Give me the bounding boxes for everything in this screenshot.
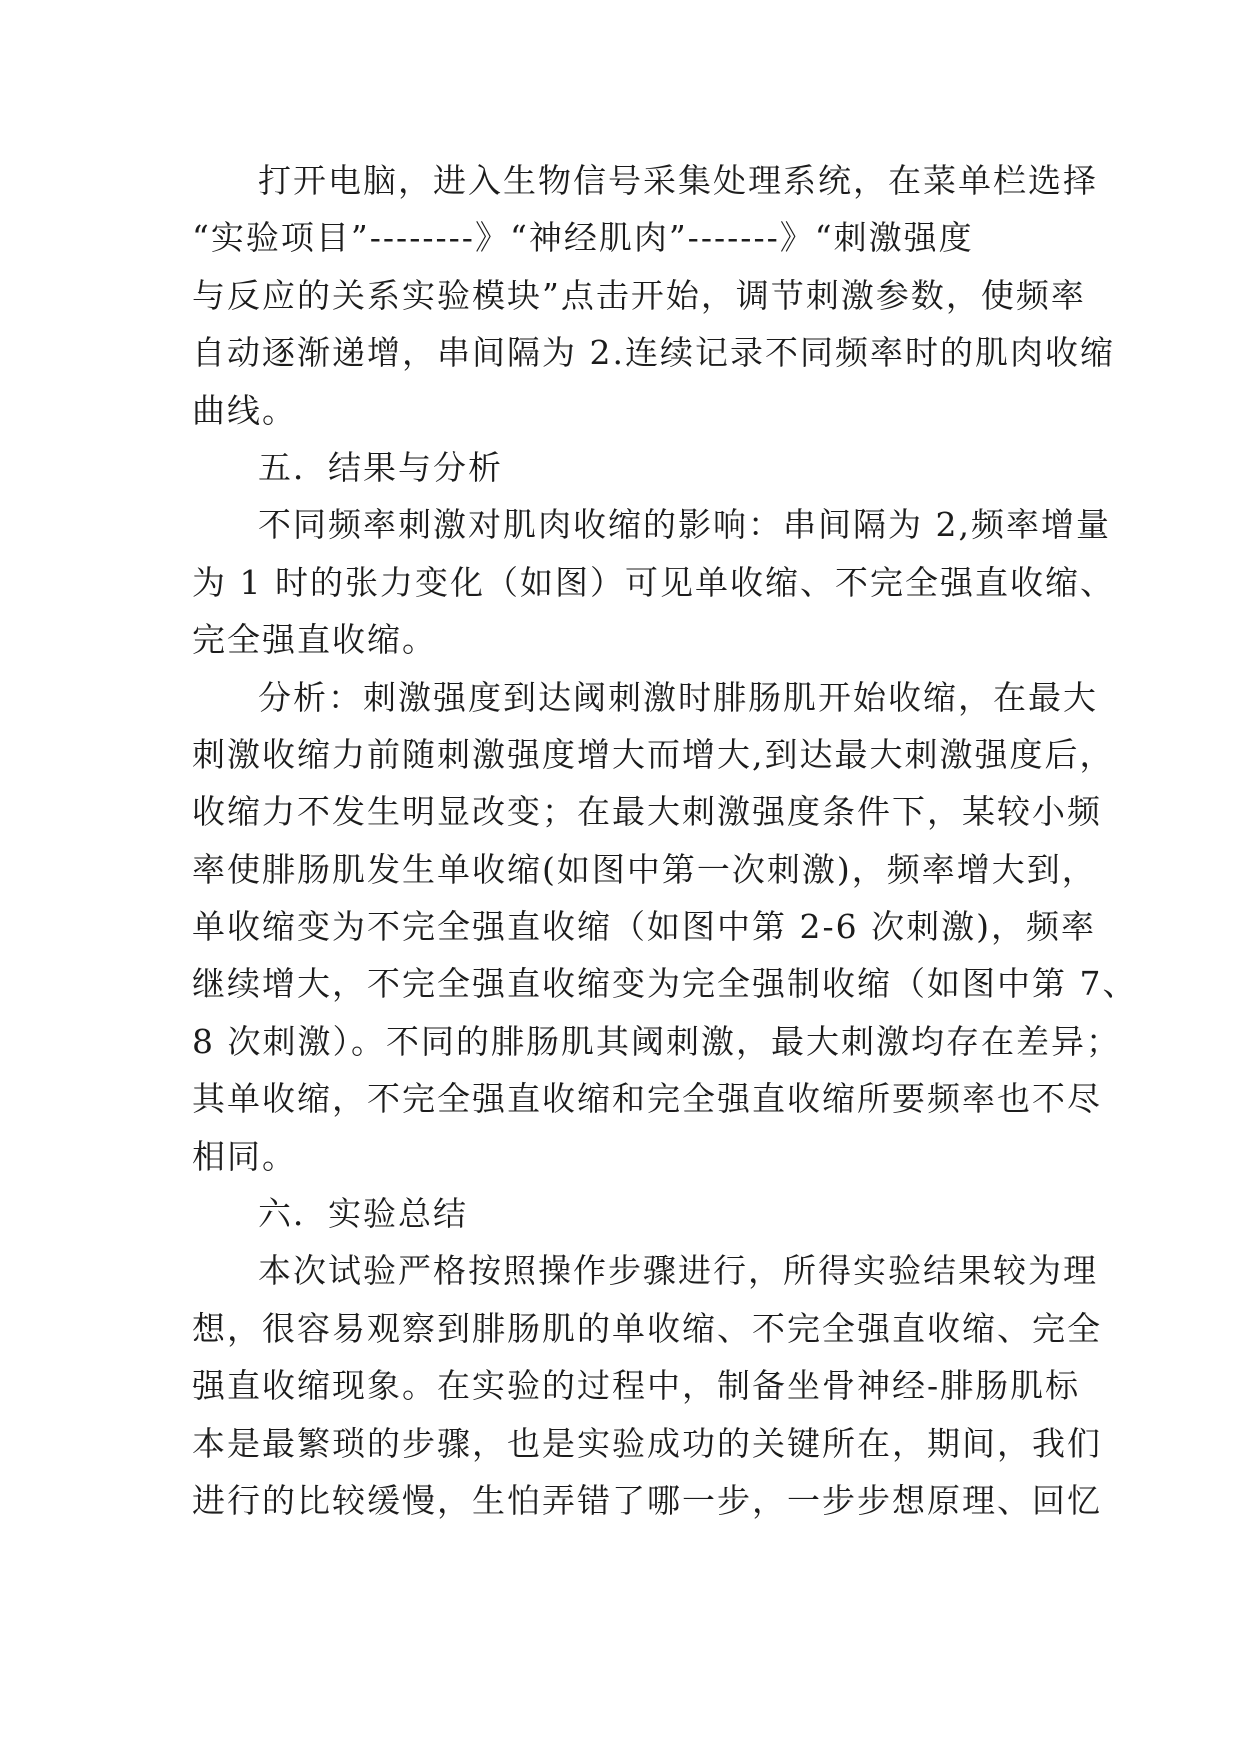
paragraph-line: 收缩力不发生明显改变；在最大刺激强度条件下，某较小频: [192, 792, 1102, 832]
section-heading-results: 五．结果与分析: [258, 447, 503, 487]
paragraph-line: 曲线。: [192, 390, 297, 430]
paragraph-line: 想，很容易观察到腓肠肌的单收缩、不完全强直收缩、完全: [192, 1308, 1102, 1348]
section-heading-summary: 六．实验总结: [258, 1194, 468, 1234]
paragraph-line: 其单收缩，不完全强直收缩和完全强直收缩所要频率也不尽: [192, 1079, 1102, 1119]
paragraph-line: 进行的比较缓慢，生怕弄错了哪一步，一步步想原理、回忆: [192, 1480, 1102, 1520]
paragraph-line: 为 1 时的张力变化（如图）可见单收缩、不完全强直收缩、: [192, 562, 1115, 602]
paragraph-line: 8 次刺激）。不同的腓肠肌其阈刺激，最大刺激均存在差异；: [192, 1021, 1121, 1061]
paragraph-line: 继续增大，不完全强直收缩变为完全强制收缩（如图中第 7、: [192, 964, 1138, 1004]
paragraph-line: 自动逐渐递增，串间隔为 2.连续记录不同频率时的肌肉收缩: [192, 333, 1115, 373]
paragraph-line: 完全强直收缩。: [192, 620, 437, 660]
paragraph-line: 分析：刺激强度到达阈刺激时腓肠肌开始收缩，在最大: [258, 677, 1098, 717]
paragraph-line: 打开电脑，进入生物信号采集处理系统，在菜单栏选择: [258, 161, 1098, 200]
paragraph-line: 率使腓肠肌发生单收缩(如图中第一次刺激)，频率增大到，: [192, 849, 1097, 889]
paragraph-line: 强直收缩现象。在实验的过程中，制备坐骨神经-腓肠肌标: [192, 1366, 1081, 1406]
document-body: [192, 152, 1138, 1529]
paragraph-line: 与反应的关系实验模块”点击开始，调节刺激参数，使频率: [192, 275, 1086, 315]
paragraph-line: “实验项目”--------》“神经肌肉”-------》“刺激强度: [192, 218, 974, 258]
paragraph-line: 不同频率刺激对肌肉收缩的影响：串间隔为 2,频率增量: [258, 505, 1111, 545]
paragraph-line: 本次试验严格按照操作步骤进行，所得实验结果较为理: [258, 1251, 1098, 1291]
paragraph-line: 单收缩变为不完全强直收缩（如图中第 2-6 次刺激)，频率: [192, 907, 1096, 947]
paragraph-line: 本是最繁琐的步骤，也是实验成功的关键所在，期间，我们: [192, 1423, 1102, 1463]
paragraph-line: 刺激收缩力前随刺激强度增大而增大,到达最大刺激强度后，: [192, 734, 1115, 774]
paragraph-line: 相同。: [192, 1136, 297, 1176]
